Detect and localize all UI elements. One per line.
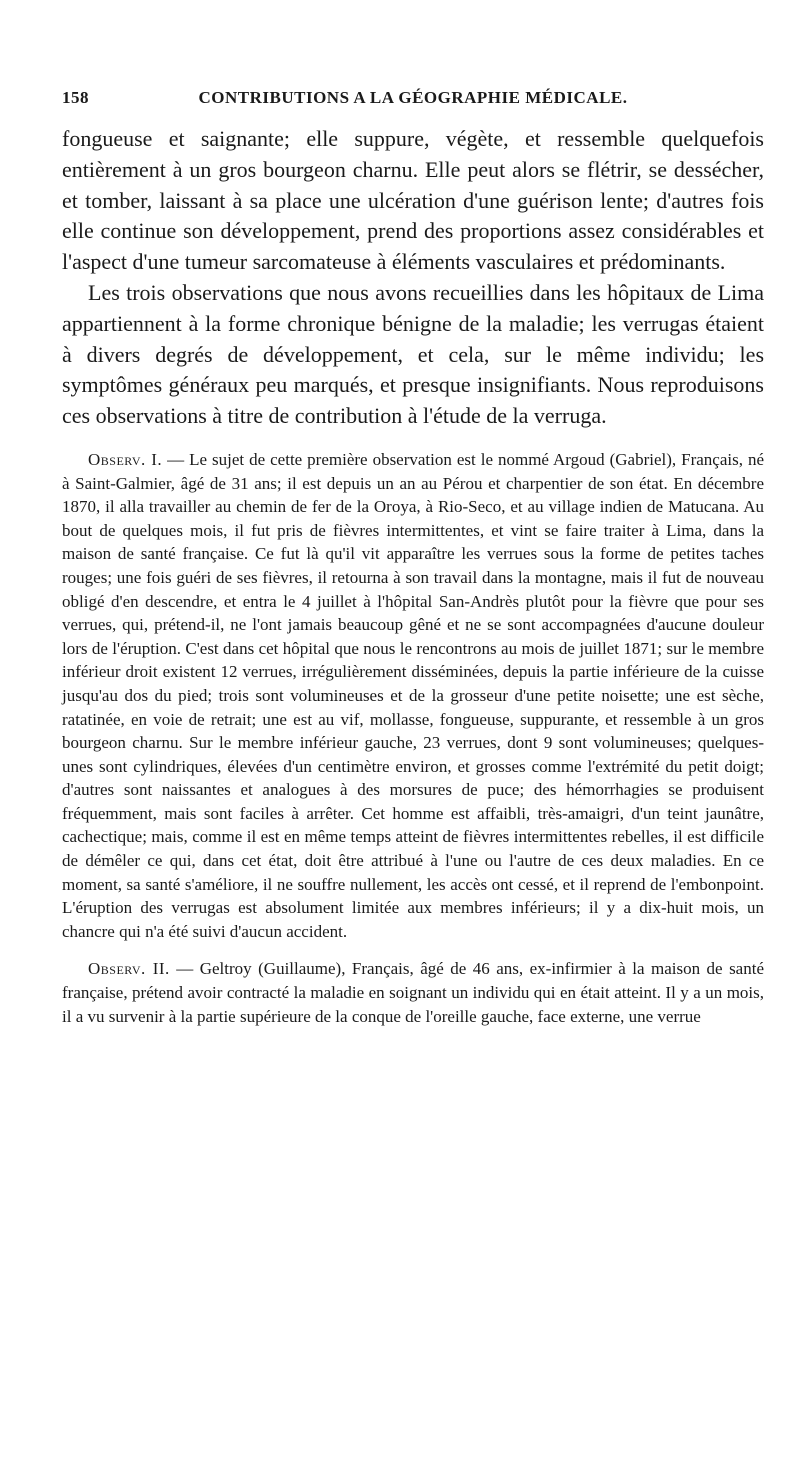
observation-2-label: Observ. II. xyxy=(88,959,170,979)
document-page xyxy=(62,88,764,1028)
running-header xyxy=(62,88,764,124)
observation-1-text: — Le sujet de cette première observation est le nommé Argoud (Gabriel), Français, né à Saint-Galmier, âgé de 31 ans; il est depuis un an au Pérou et charpentier de son état. En décembre 1870, il alla travailler au chemin de fer de la Oroya, à Rio-Seco, et au village indien de Matucana. Au bout de quelques mois, il fut pris de fièvres intermittentes, et vint se faire traiter à Lima, dans la maison de santé française. Ce fut là qu'il vit apparaître les verrues sous la forme de petites taches rouges; une fois guéri de ses fièvres, il retourna à son travail dans la montagne, mais il fut de nouveau obligé d'en descendre, et entra le 4 juillet à l'hôpital San-Andrès plutôt pour la fièvre que pour ses verrues, qui, prétend-il, ne l'ont jamais beaucoup gêné et ne se sont accompagnées d'aucune douleur lors de l'éruption. C'est dans cet hôpital que nous le rencontrons au mois de juillet 1871; sur le membre inférieur droit existent 12 verrues, irrégulièrement disséminées, depuis la partie inférieure de la cuisse jusqu'au dos du pied; trois sont volumineuses et de la grosseur d'une petite noisette; une est sèche, ratatinée, en voie de retrait; une est au vif, mollasse, fongueuse, suppurante, et ressemble à un gros bourgeon charnu. Sur le membre inférieur gauche, 23 verrues, dont 9 sont volumineuses; quelques-unes sont cylindriques, élevées d'un centimètre environ, et grosses comme l'extrémité du petit doigt; d'autres sont naissantes et analogues à des morsures de puce; des hémorrhagies se produisent fréquemment, mais sont faciles à arrêter. Cet homme est affaibli, très-amaigri, d'un teint jaunâtre, cachectique; mais, comme il est en même temps atteint de fièvres intermittentes rebelles, il est difficile de démêler ce qui, dans cet état, doit être attribué à l'une ou l'autre de ces deux maladies. En ce moment, sa santé s'améliore, il ne souffre nullement, les accès ont cessé, et il reprend de l'embonpoint. L'éruption des verrugas est absolument limitée aux membres inférieurs; il y a dix-huit mois, un chancre qui n'a été suivi d'aucun accident. xyxy=(62,449,765,941)
main-text xyxy=(62,124,764,432)
running-title: CONTRIBUTIONS A LA GÉOGRAPHIE MÉDICALE. xyxy=(198,88,628,107)
body-paragraph-2: Les trois observations que nous avons recueillies dans les hôpitaux de Lima appartiennent à la forme chronique bénigne de la maladie; les verrugas étaient à divers degrés de développement, et cela, sur le même individu; les symptômes généraux peu marqués, et presque insignifiants. Nous reproduisons ces observations à titre de contribution à l'étude de la verruga. xyxy=(62,279,764,429)
body-paragraph-1: fongueuse et saignante; elle suppure, végète, et ressemble quelquefois entièrement à un gros bourgeon charnu. Elle peut alors se flétrir, se dessécher, et tomber, laissant à sa place une ulcération d'une guérison lente; d'autres fois elle continue son développement, prend des proportions assez considérables et l'aspect d'une tumeur sarcomateuse à éléments vasculaires et prédominants. xyxy=(62,126,764,275)
observation-2 xyxy=(62,957,764,1028)
observation-1-label: Observ. I. xyxy=(88,449,163,469)
observation-1 xyxy=(62,448,764,943)
page-number: 158 xyxy=(62,88,89,107)
observation-2-text: — Geltroy (Guillaume), Français, âgé de 46 ans, ex-infirmier à la maison de santé française, prétend avoir contracté la maladie en soignant un individu qui en était atteint. Il y a un mois, il a vu survenir à la partie supérieure de la conque de l'oreille gauche, face externe, une verrue xyxy=(62,959,764,1026)
